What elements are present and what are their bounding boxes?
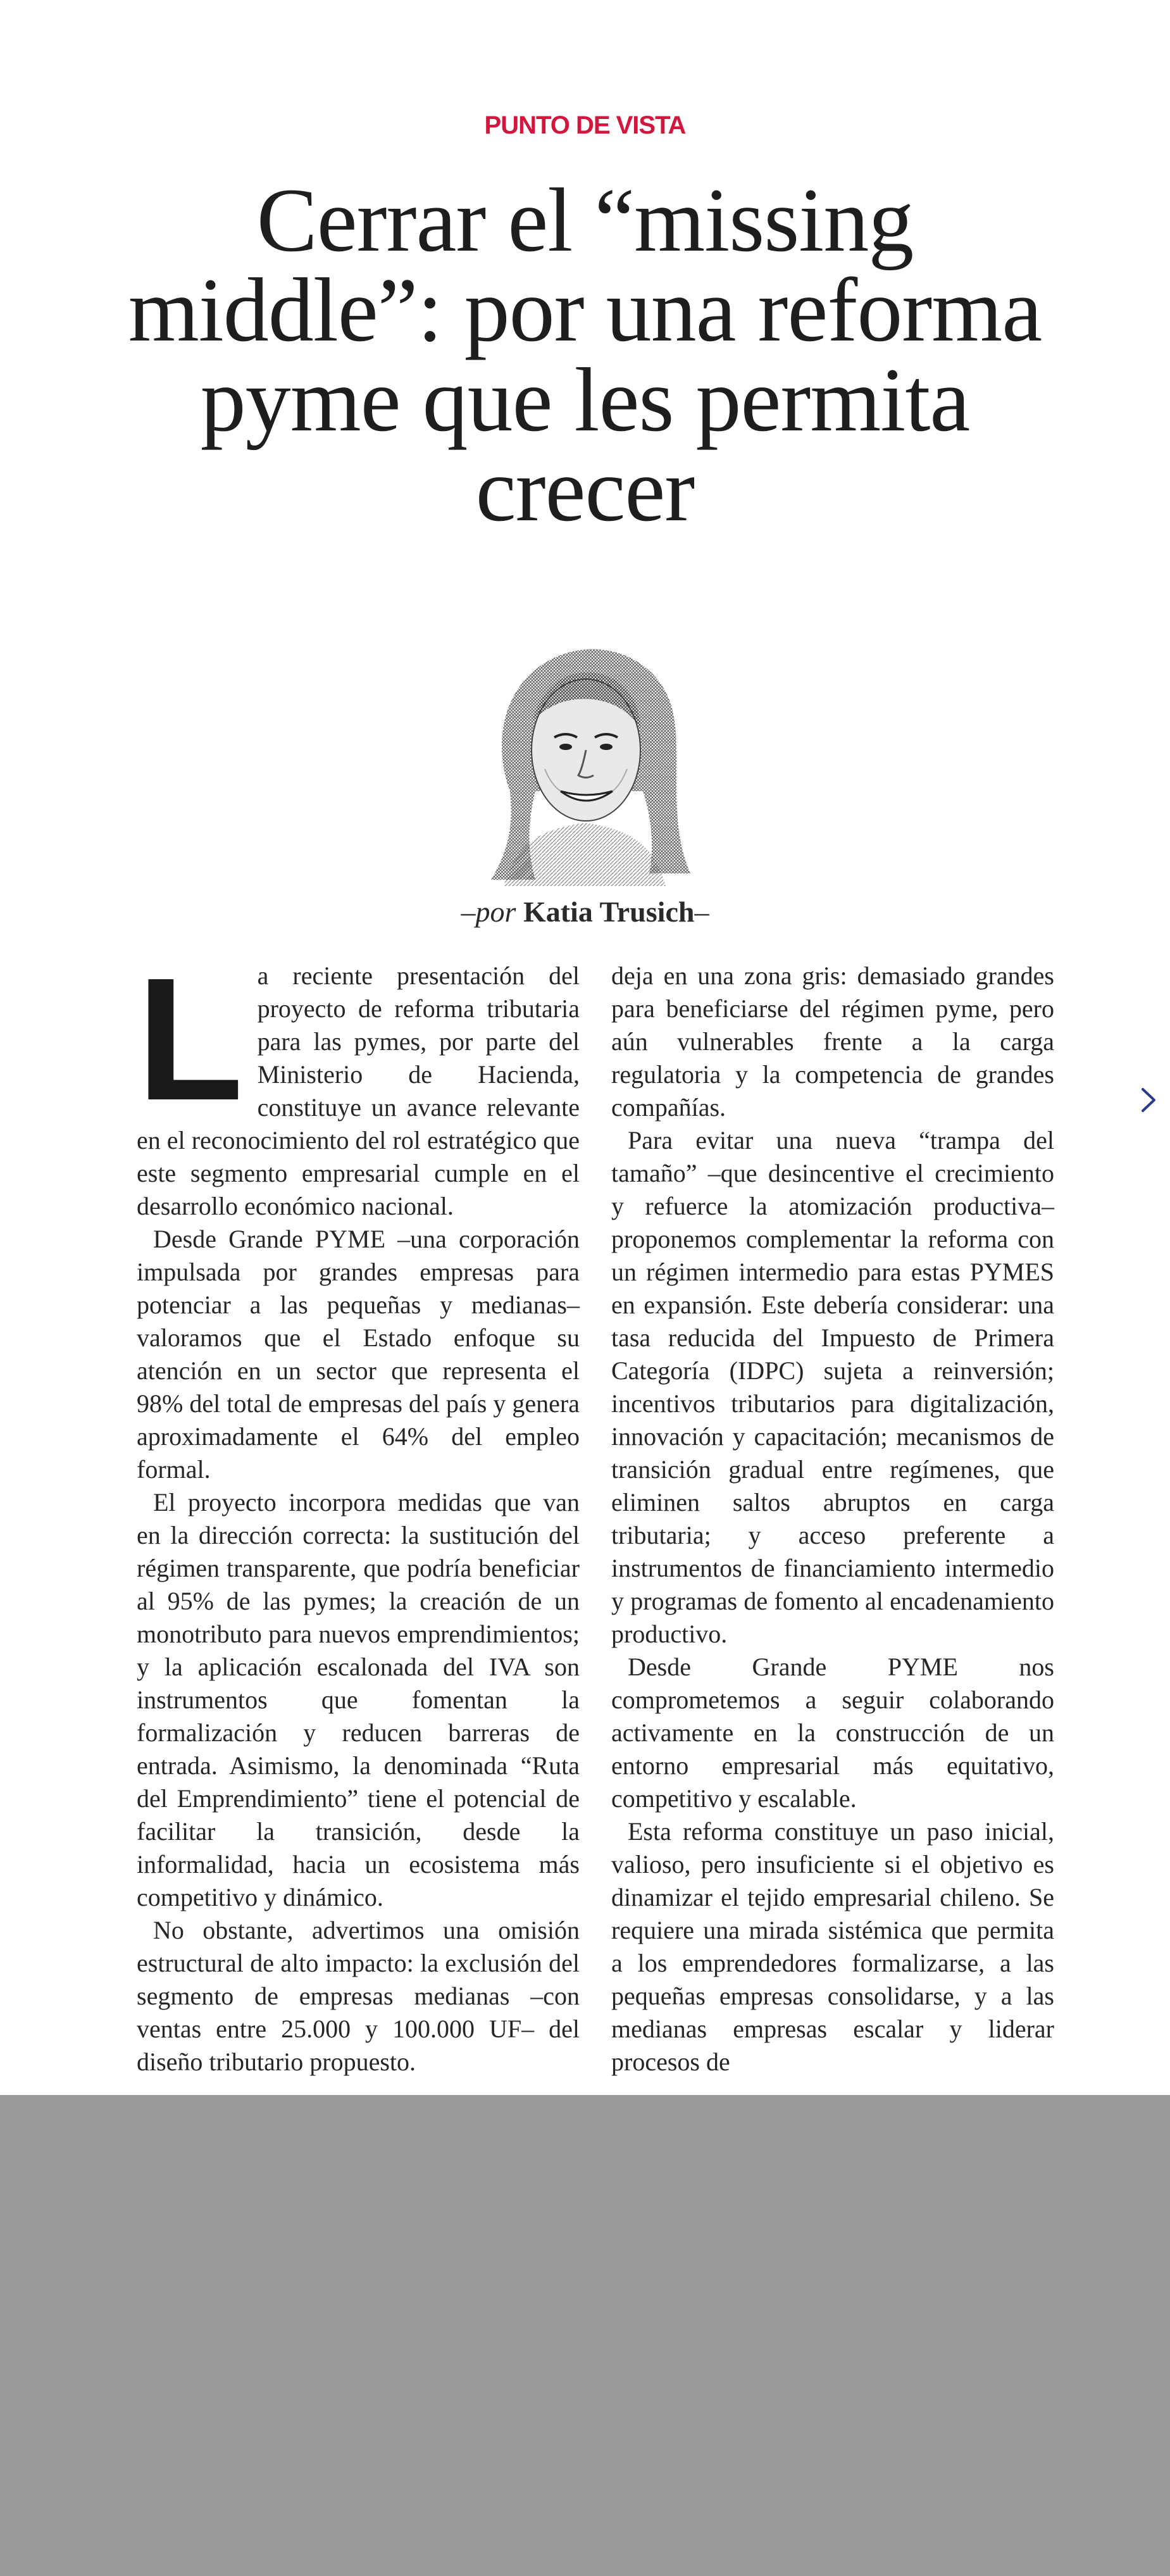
author-portrait [466, 633, 704, 886]
drop-cap: L [137, 942, 244, 1137]
byline-por: por [475, 896, 516, 928]
article-paragraph: Desde Grande PYME nos comprometemos a seguir colaborando activamente en la construcción de un entorno empresarial más equitativo, competitivo y escalable. [611, 1653, 1054, 1813]
article-column-right [611, 960, 1054, 2079]
article-paragraph: deja en una zona gris: demasiado grandes para beneficiarse del régimen pyme, pero aún vulnerables frente a la carga regulatoria y la competencia de grandes compañías. [611, 961, 1054, 1122]
byline [0, 895, 1170, 928]
next-page-button[interactable] [1133, 1079, 1164, 1121]
article-paragraph: Desde Grande PYME –una corporación impulsada por grandes empresas para potenciar a las pequeñas y medianas– valoramos que el Estado enfoque su atención en un sector que representa el 98% del total de empresas del país y genera aproximadamente el 64% del empleo formal. [137, 1225, 580, 1484]
article-paragraph [137, 942, 580, 1223]
article-paragraph: No obstante, advertimos una omisión estructural de alto impacto: la exclusión del segmento de empresas medianas –con ventas entre 25.000 y 100.000 UF– del diseño tributario propuesto. [137, 1916, 580, 2076]
section-label: PUNTO DE VISTA [484, 111, 686, 139]
chevron-right-icon [1139, 1085, 1158, 1115]
article-paragraph: Esta reforma constituye un paso inicial, valioso, pero insuficiente si el objetivo es dinamizar el tejido empresarial chileno. Se requiere una mirada sistémica que permita a los emprendedores formalizarse, a las pequeñas empresas consolidarse, y a las medianas empresas escalar y liderar procesos de [611, 1817, 1054, 2076]
article-paragraph: Para evitar una nueva “trampa del tamaño” –que desincentive el crecimiento y refuerce la atomización productiva– proponemos complementar la reforma con un régimen intermedio para estas PYMES en expansión. Este debería considerar: una tasa reducida del Impuesto de Primera Categoría (IDPC) sujeta a reinversión; incentivos tributarios para digitalización, innovación y capacitación; mecanismos de transición gradual entre regímenes, que eliminen saltos abruptos en carga tributaria; y acceso preferente a instrumentos de financiamiento intermedio y programas de fomento al encadenamiento productivo. [611, 1126, 1054, 1648]
article-paragraph: El proyecto incorpora medidas que van en la dirección correcta: la sustitución del régimen transparente, que podría beneficiar al 95% de las pymes; la creación de un monotributo para nuevos emprendimientos; y la aplicación escalonada del IVA son instrumentos que fomentan la formalización y reducen barreras de entrada. Asimismo, la denominada “Ruta del Emprendimiento” tiene el potencial de facilitar la transición, desde la informalidad, hacia un ecosistema más competitivo y dinámico. [137, 1488, 580, 1911]
byline-dash-open: – [461, 896, 476, 928]
paragraph-text: a reciente presentación del proyecto de reforma tributaria para las pymes, por parte del Ministerio de Hacienda, constituye un avance relevante en el reconocimiento del rol estratégico que este segmento empresarial cumple en el desarrollo económico nacional. [137, 961, 580, 1220]
headline: Cerrar el “missing middle”: por una reforma pyme que les permita crecer [128, 170, 1042, 541]
author-name: Katia Trusich [523, 896, 695, 928]
byline-dash-close: – [694, 896, 709, 928]
article-column-left [137, 942, 580, 2079]
bottom-overlay [0, 2095, 1170, 2576]
